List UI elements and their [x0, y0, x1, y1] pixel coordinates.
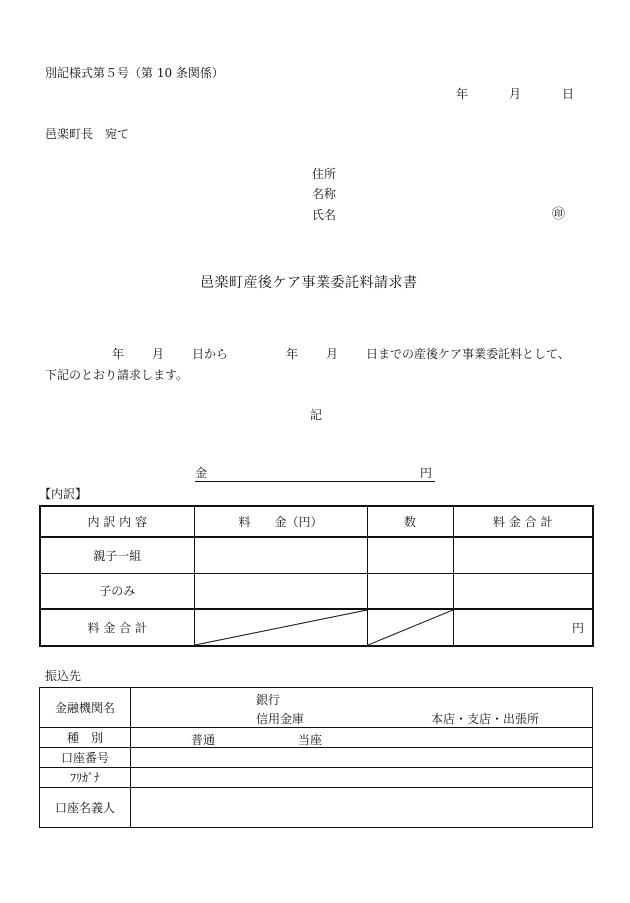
- holder-label: 口座名義人: [40, 788, 131, 828]
- body-month1: 月: [152, 347, 165, 361]
- total-amount-cell[interactable]: [453, 609, 593, 646]
- table-row: [40, 537, 593, 573]
- row-subtotal-cell[interactable]: [453, 537, 593, 573]
- branch-options: 本店・支店・出張所: [431, 712, 540, 726]
- header-subtotal: 料 金 合 計: [453, 506, 593, 537]
- body-day-from: 日から: [192, 347, 229, 361]
- row-quantity-cell[interactable]: [367, 573, 453, 609]
- header-quantity: 数: [367, 506, 453, 537]
- row-subtotal-cell[interactable]: [453, 573, 593, 609]
- transfer-table: [39, 687, 593, 828]
- account-number-cell[interactable]: [131, 748, 593, 768]
- type-cell[interactable]: [131, 728, 593, 748]
- breakdown-table: [39, 505, 594, 647]
- header-item: 内 訳 内 容: [40, 506, 194, 537]
- company-label: 名称: [312, 187, 337, 201]
- total-unit: 円: [571, 621, 584, 635]
- furigana-cell[interactable]: [131, 768, 593, 788]
- date-day: 日: [562, 87, 575, 101]
- body-line2: 下記のとおり請求します。: [45, 368, 189, 382]
- total-label: 料 金 合 計: [40, 609, 194, 646]
- bank-type-bank: 銀行: [256, 693, 281, 707]
- name-label: 氏名: [312, 208, 337, 222]
- date-month: 月: [509, 87, 522, 101]
- type-ordinary: 普通: [191, 733, 216, 747]
- breakdown-section-label: 【内訳】: [39, 487, 88, 501]
- bank-label: 金融機関名: [40, 688, 131, 728]
- amount-line: [195, 467, 435, 482]
- row-price-cell[interactable]: [194, 537, 367, 573]
- total-row: [40, 609, 593, 646]
- diagonal-line: [195, 610, 367, 645]
- header-price: 料 金（円）: [194, 506, 367, 537]
- row-item-label: 親子一組: [40, 537, 194, 573]
- diagonal-line: [368, 610, 453, 645]
- body-month2: 月: [326, 347, 339, 361]
- total-quantity-diagonal: [367, 609, 453, 646]
- bank-cell[interactable]: [131, 688, 593, 728]
- transfer-section-label: 振込先: [45, 669, 82, 683]
- form-number: 別記様式第５号（第 10 条関係）: [45, 66, 224, 80]
- document-title: 邑楽町産後ケア事業委託料請求書: [200, 275, 418, 291]
- row-price-cell[interactable]: [194, 573, 367, 609]
- body-year2: 年: [286, 347, 299, 361]
- furigana-label: ﾌﾘｶﾞﾅ: [40, 768, 131, 788]
- table-row: [40, 573, 593, 609]
- row-quantity-cell[interactable]: [367, 537, 453, 573]
- type-current: 当座: [298, 733, 323, 747]
- date-year: 年: [456, 87, 469, 101]
- account-number-label: 口座番号: [40, 748, 131, 768]
- amount-prefix: 金: [195, 466, 208, 480]
- total-price-diagonal: [194, 609, 367, 646]
- address-label: 住所: [312, 167, 337, 181]
- ki-label: 記: [310, 408, 323, 422]
- body-until-text: 日までの産後ケア事業委託料として、: [366, 347, 570, 361]
- addressee: 邑楽町長 宛て: [45, 127, 130, 141]
- row-item-label: 子のみ: [40, 573, 194, 609]
- type-label: 種 別: [40, 728, 131, 748]
- bank-type-credit: 信用金庫: [256, 712, 305, 726]
- body-year1: 年: [112, 347, 125, 361]
- seal-mark: ㊞: [552, 207, 566, 222]
- amount-suffix: 円: [419, 466, 432, 480]
- holder-cell[interactable]: [131, 788, 593, 828]
